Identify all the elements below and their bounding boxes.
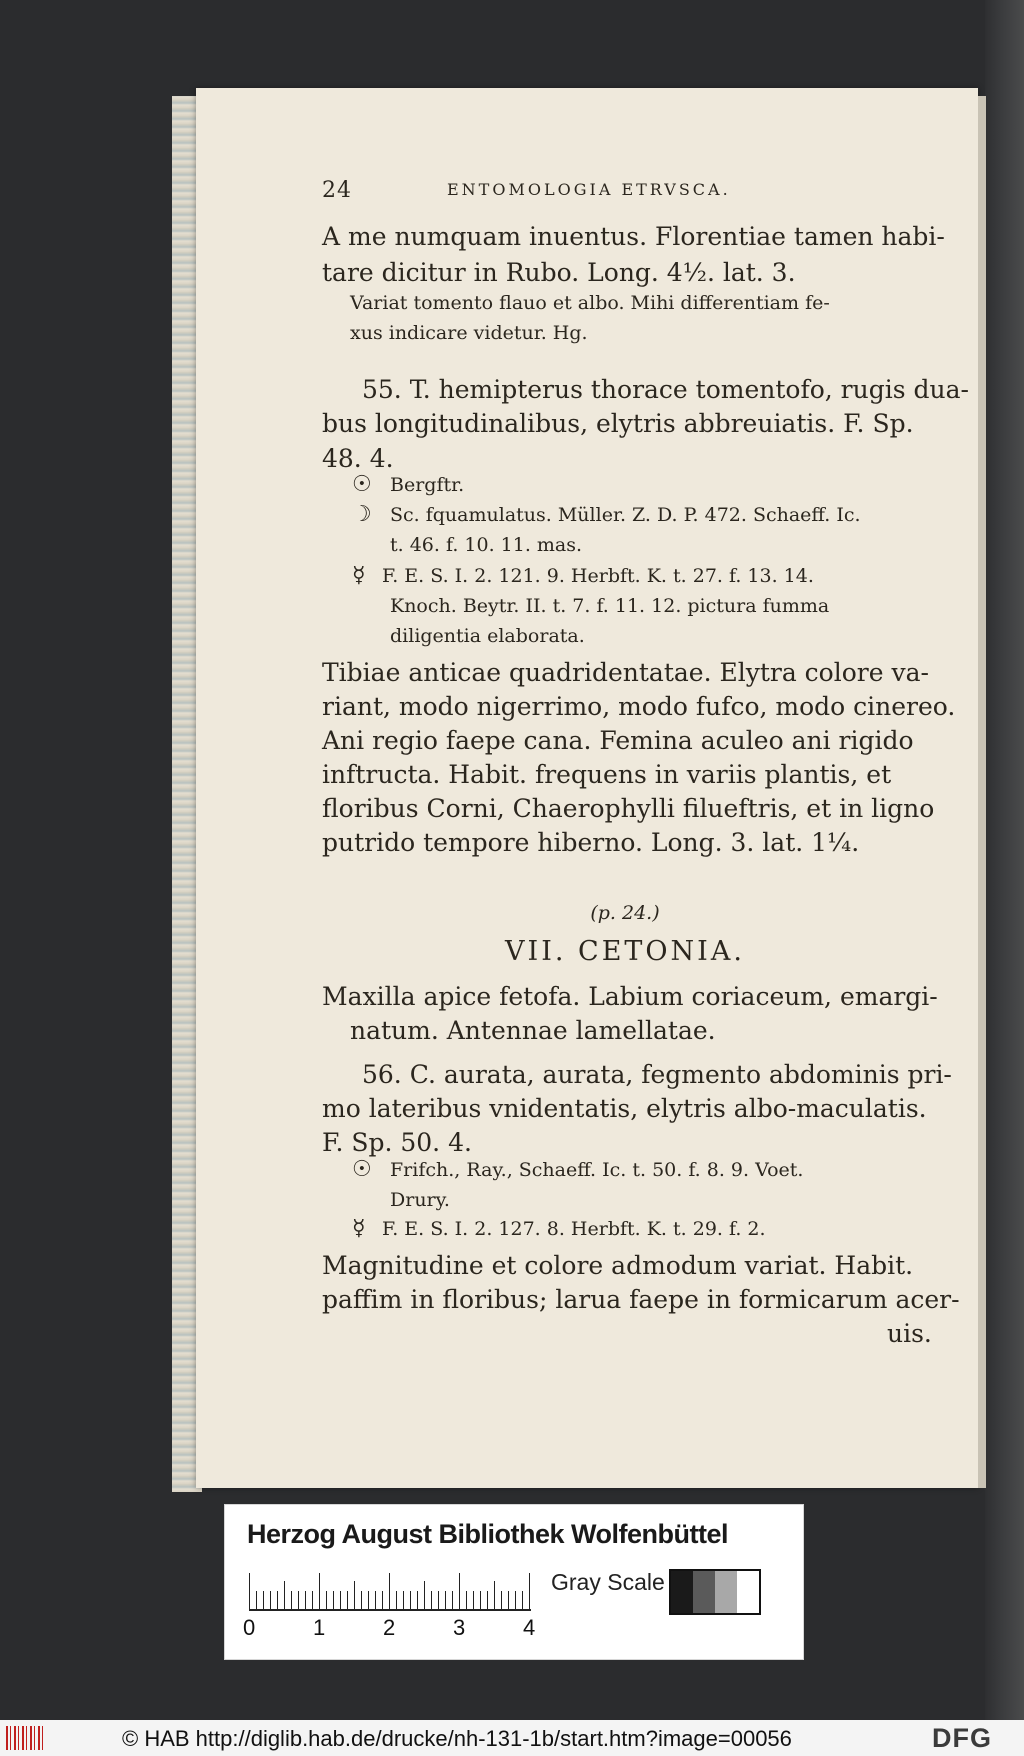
ruler-tick [445, 1591, 446, 1609]
ruler-tick [249, 1573, 250, 1609]
astro-symbol-icon: ☽ [352, 502, 372, 527]
text-line: 55. T. hemipterus thorace tomentofo, rugis dua- [362, 375, 969, 404]
text-line: tare dicitur in Rubo. Long. 4½. lat. 3. [322, 258, 796, 287]
ruler-number: 2 [383, 1615, 396, 1640]
ruler-tick [410, 1591, 411, 1609]
ruler-number: 0 [243, 1615, 256, 1640]
ruler-tick [494, 1581, 495, 1609]
text-line: 48. 4. [322, 444, 394, 473]
ruler-tick [452, 1591, 453, 1609]
ruler-tick [389, 1573, 390, 1609]
ruler-tick [487, 1591, 488, 1609]
text-line: Frifch., Ray., Schaeff. Ic. t. 50. f. 8. 9. Voet. [390, 1159, 804, 1181]
ruler-tick [305, 1591, 306, 1609]
ruler-tick [333, 1591, 334, 1609]
page-text [322, 0, 969, 1400]
ruler-tick [319, 1573, 320, 1609]
ruler-tick [529, 1573, 530, 1609]
library-scale-card [224, 1504, 804, 1660]
section-heading: VII. CETONIA. [505, 936, 745, 967]
ruler-tick [284, 1581, 285, 1609]
text-line: Drury. [390, 1189, 450, 1211]
ruler-tick [438, 1591, 439, 1609]
text-line: 56. C. aurata, aurata, fegmento abdominis pri- [362, 1060, 952, 1089]
text-line: Ani regio faepe cana. Femina aculeo ani rigido [322, 726, 914, 755]
ruler-tick [522, 1591, 523, 1609]
text-line: inftructa. Habit. frequens in variis plantis, et [322, 760, 892, 789]
text-line: A me numquam inuentus. Florentiae tamen habi- [322, 222, 945, 251]
ruler-number: 3 [453, 1615, 466, 1640]
ruler-tick [361, 1591, 362, 1609]
scale-ruler [249, 1567, 531, 1611]
astro-symbol-icon: ☉ [352, 472, 372, 497]
text-line: Bergftr. [390, 474, 465, 496]
text-line: putrido tempore hiberno. Long. 3. lat. 1¼. [322, 828, 860, 857]
text-line: Tibiae anticae quadridentatae. Elytra colore va- [322, 658, 929, 687]
text-line: F. E. S. I. 2. 121. 9. Herbft. K. t. 27. f. 13. 14. [382, 565, 814, 587]
ruler-number: 1 [313, 1615, 326, 1640]
page-number: 24 [322, 178, 352, 203]
source-credit[interactable]: © HAB http://diglib.hab.de/drucke/nh-131-1b/start.htm?image=00056 [122, 1726, 792, 1751]
footer-bar [0, 1720, 1024, 1756]
text-line: paffim in floribus; larua faepe in formicarum acer- [322, 1285, 960, 1314]
text-line: xus indicare videtur. Hg. [350, 322, 588, 344]
text-line: F. E. S. I. 2. 127. 8. Herbft. K. t. 29. f. 2. [382, 1218, 766, 1240]
text-line: Sc. fquamulatus. Müller. Z. D. P. 472. Schaeff. Ic. [390, 504, 861, 526]
text-line: uis. [887, 1319, 932, 1348]
ruler-tick [347, 1591, 348, 1609]
ruler-tick [459, 1573, 460, 1609]
text-line: Maxilla apice fetofa. Labium coriaceum, emargi- [322, 982, 938, 1011]
ruler-tick [508, 1591, 509, 1609]
running-title: ENTOMOLOGIA ETRVSCA. [447, 180, 731, 199]
gray-swatch [715, 1571, 737, 1613]
hab-logo-icon [6, 1726, 46, 1750]
text-line: riant, modo nigerrimo, modo fufco, modo cinereo. [322, 692, 956, 721]
text-line: Variat tomento flauo et albo. Mihi differentiam fe- [350, 292, 830, 314]
text-line: bus longitudinalibus, elytris abbreuiatis. F. Sp. [322, 409, 914, 438]
ruler-tick [277, 1591, 278, 1609]
ruler-tick [382, 1591, 383, 1609]
ruler-tick [256, 1591, 257, 1609]
ruler-tick [354, 1581, 355, 1609]
astro-symbol-icon: ☿ [352, 563, 366, 588]
ruler-tick [466, 1591, 467, 1609]
ruler-tick [270, 1591, 271, 1609]
text-line: Knoch. Beytr. II. t. 7. f. 11. 12. pictura fumma [390, 595, 830, 617]
ruler-tick [312, 1591, 313, 1609]
astro-symbol-icon: ☉ [352, 1157, 372, 1182]
background-strip [985, 0, 1024, 1720]
text-line: Magnitudine et colore admodum variat. Habit. [322, 1251, 914, 1280]
ruler-tick [403, 1591, 404, 1609]
astro-symbol-icon: ☿ [352, 1216, 366, 1241]
ruler-tick [424, 1581, 425, 1609]
gray-swatch [693, 1571, 715, 1613]
library-name: Herzog August Bibliothek Wolfenbüttel [247, 1519, 728, 1549]
dfg-logo: DFG [932, 1723, 992, 1753]
ruler-number: 4 [523, 1615, 536, 1640]
text-line: mo lateribus vnidentatis, elytris albo-maculatis. [322, 1094, 927, 1123]
text-line: F. Sp. 50. 4. [322, 1128, 472, 1157]
gray-swatch [671, 1571, 693, 1613]
ruler-tick [473, 1591, 474, 1609]
page-gutter [978, 96, 986, 1488]
gray-scale-swatches [669, 1569, 761, 1615]
ruler-tick [417, 1591, 418, 1609]
ruler-tick [298, 1591, 299, 1609]
ruler-tick [480, 1591, 481, 1609]
ruler-tick [515, 1591, 516, 1609]
ruler-tick [291, 1591, 292, 1609]
ruler-tick [396, 1591, 397, 1609]
text-line: t. 46. f. 10. 11. mas. [390, 534, 583, 556]
ruler-tick [431, 1591, 432, 1609]
text-line: floribus Corni, Chaerophylli filueftris, et in ligno [322, 794, 935, 823]
text-line: diligentia elaborata. [390, 625, 585, 647]
gray-swatch [737, 1571, 759, 1613]
ruler-tick [263, 1591, 264, 1609]
ruler-tick [326, 1591, 327, 1609]
gray-scale-label: Gray Scale [551, 1569, 665, 1595]
section-ref: (p. 24.) [590, 902, 660, 924]
ruler-tick [340, 1591, 341, 1609]
ruler-tick [501, 1591, 502, 1609]
ruler-tick [375, 1591, 376, 1609]
ruler-tick [368, 1591, 369, 1609]
text-line: natum. Antennae lamellatae. [350, 1016, 716, 1045]
